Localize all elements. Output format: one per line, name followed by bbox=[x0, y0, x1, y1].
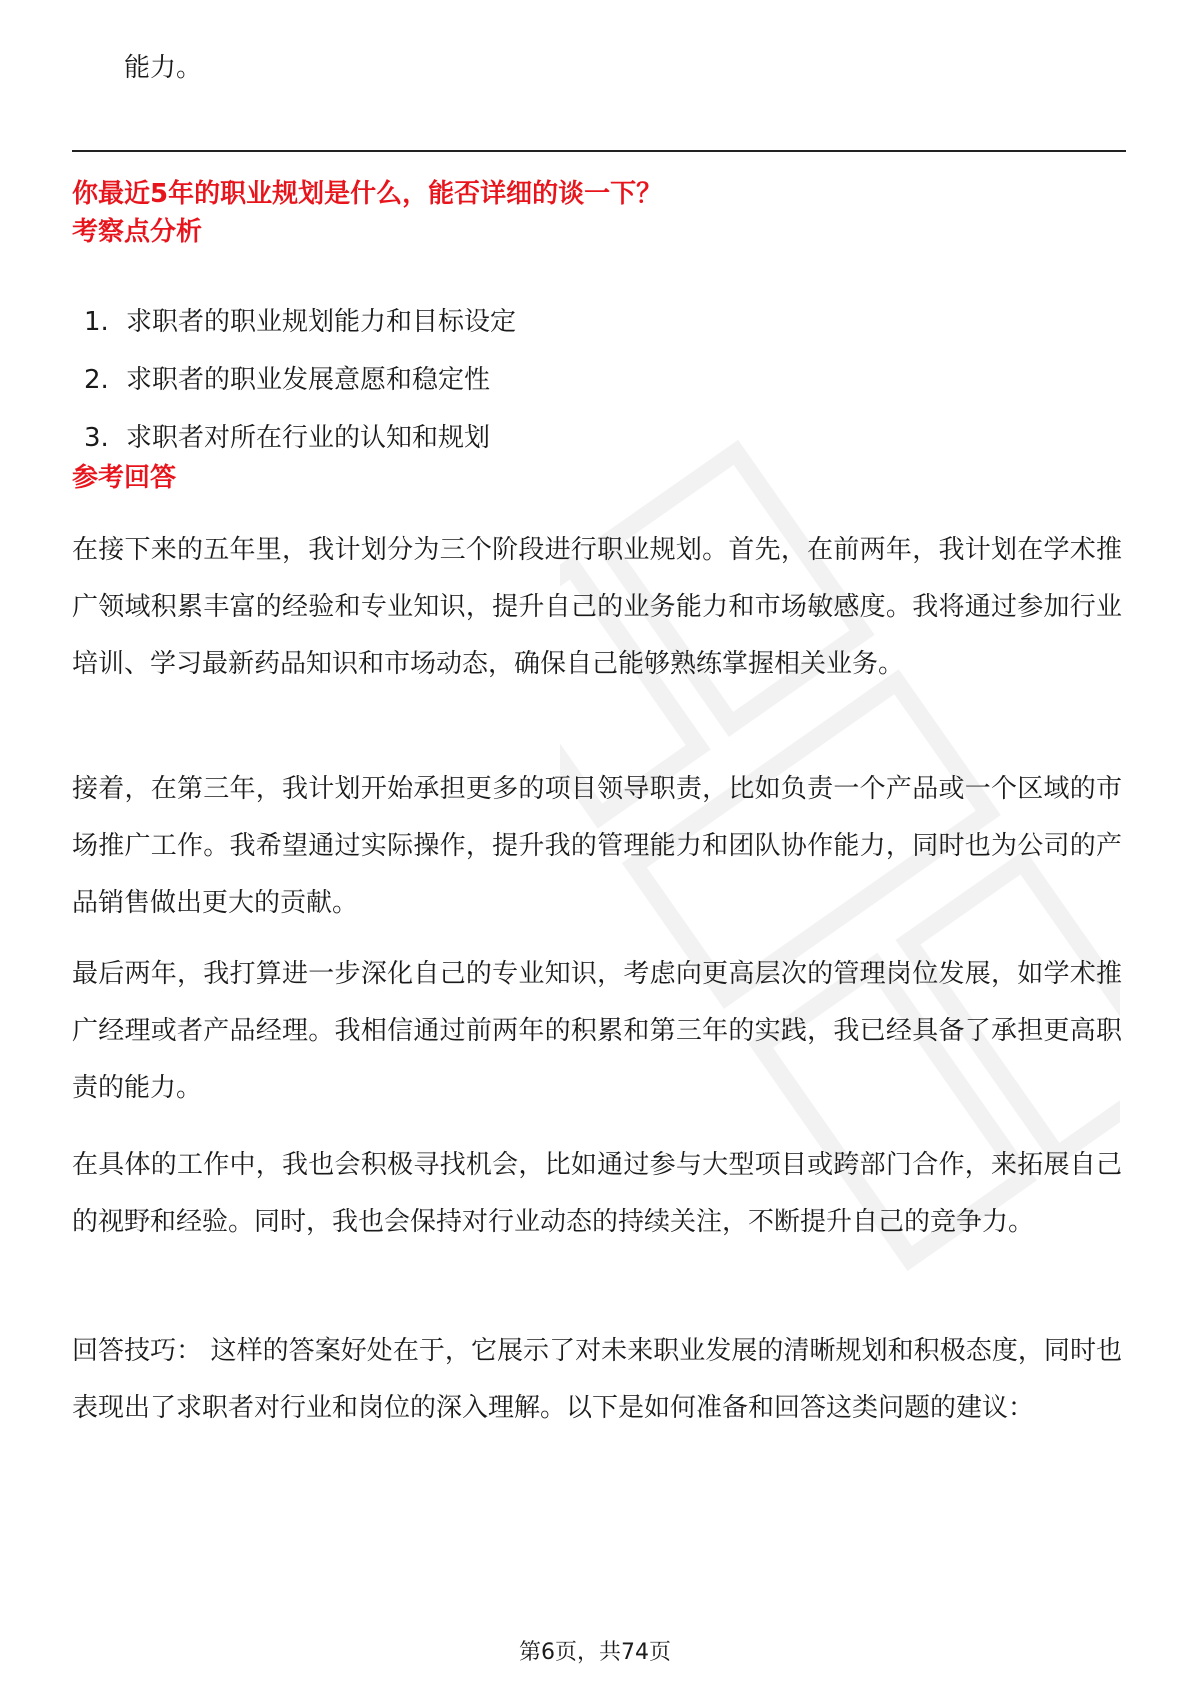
list-item-number: 1. bbox=[84, 307, 109, 337]
analysis-list bbox=[84, 304, 516, 478]
list-item-text: 求职者的职业发展意愿和稳定性 bbox=[126, 365, 491, 395]
question-title: 你最近5年的职业规划是什么，能否详细的谈一下？ bbox=[72, 179, 663, 209]
list-item bbox=[84, 362, 516, 420]
list-item-text: 求职者的职业规划能力和目标设定 bbox=[126, 307, 517, 337]
answer-paragraph: 最后两年，我打算进一步深化自己的专业知识，考虑向更高层次的管理岗位发展，如学术推广经理或者产品经理。我相信通过前两年的积累和第三年的实践，我已经具备了承担更高职责的能力。 bbox=[72, 959, 1122, 1103]
analysis-heading: 考察点分析 bbox=[72, 217, 203, 247]
answer-paragraph: 接着，在第三年，我计划开始承担更多的项目领导职责，比如负责一个产品或一个区域的市场推广工作。我希望通过实际操作，提升我的管理能力和团队协作能力，同时也为公司的产品销售做出更大的贡献。 bbox=[72, 774, 1122, 918]
list-item-number: 2. bbox=[84, 365, 109, 395]
page-number: 第6页，共74页 bbox=[519, 1640, 671, 1665]
answer-tips-paragraph: 回答技巧： 这样的答案好处在于，它展示了对未来职业发展的清晰规划和积极态度，同时也表现出了求职者对行业和岗位的深入理解。以下是如何准备和回答这类问题的建议： bbox=[72, 1336, 1122, 1423]
answer-heading: 参考回答 bbox=[72, 463, 177, 493]
answer-paragraph: 在具体的工作中，我也会积极寻找机会，比如通过参与大型项目或跨部门合作，来拓展自己的视野和经验。同时，我也会保持对行业动态的持续关注，不断提升自己的竞争力。 bbox=[72, 1150, 1122, 1237]
list-item-number: 3. bbox=[84, 423, 109, 453]
section-divider bbox=[72, 150, 1126, 152]
answer-paragraph: 在接下来的五年里，我计划分为三个阶段进行职业规划。首先，在前两年，我计划在学术推广领域积累丰富的经验和专业知识，提升自己的业务能力和市场敏感度。我将通过参加行业培训、学习最新药品知识和市场动态，确保自己能够熟练掌握相关业务。 bbox=[72, 535, 1122, 679]
continuation-text: 能力。 bbox=[124, 53, 203, 83]
list-item-text: 求职者对所在行业的认知和规划 bbox=[126, 423, 491, 453]
list-item bbox=[84, 304, 516, 362]
